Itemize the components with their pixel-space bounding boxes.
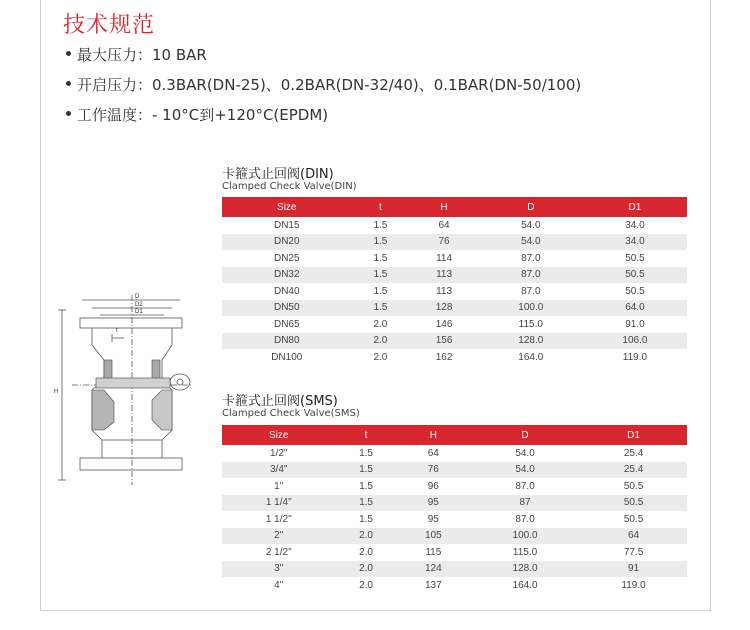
table-cell: 1.5 bbox=[359, 480, 373, 492]
table-header-row bbox=[222, 425, 687, 445]
dimension-label-d1: D1 bbox=[135, 309, 143, 315]
table-header-row bbox=[222, 197, 687, 217]
sms-table-title: 卡箍式止回阀(SMS) bbox=[222, 394, 338, 409]
table-cell: 50.5 bbox=[623, 513, 644, 525]
table-cell: 1.5 bbox=[359, 447, 373, 459]
table-cell: 4" bbox=[274, 579, 284, 591]
table-cell: 3/4" bbox=[222, 462, 335, 479]
column-header: t bbox=[335, 425, 396, 445]
table-cell: DN15 bbox=[273, 219, 300, 231]
table-row bbox=[222, 250, 687, 267]
table-cell: 95 bbox=[397, 495, 470, 512]
table-cell: 137 bbox=[424, 579, 442, 591]
table-cell: DN80 bbox=[222, 333, 352, 350]
spec-opening-pressure bbox=[66, 74, 581, 95]
table-cell: 124 bbox=[397, 561, 470, 578]
spec-max-pressure bbox=[66, 44, 207, 65]
table-row bbox=[222, 478, 687, 495]
table-cell: 146 bbox=[435, 318, 453, 330]
table-cell: 50.5 bbox=[623, 480, 644, 492]
table-cell: 2 1/2" bbox=[265, 546, 292, 558]
table-cell: 87.0 bbox=[521, 252, 541, 264]
table-cell: 2.0 bbox=[335, 528, 396, 545]
table-cell: 87.0 bbox=[515, 480, 535, 492]
table-cell: DN50 bbox=[222, 300, 352, 317]
table-cell: 1.5 bbox=[352, 267, 410, 284]
table-cell: 115 bbox=[425, 546, 442, 558]
bullet-icon bbox=[66, 81, 71, 86]
table-cell: 87.0 bbox=[479, 267, 583, 284]
page-title: 技术规范 bbox=[63, 13, 156, 38]
table-cell: 164.0 bbox=[512, 579, 538, 591]
table-cell: 106.0 bbox=[583, 333, 687, 350]
column-header: D1 bbox=[580, 425, 687, 445]
din-table-subtitle: Clamped Check Valve(DIN) bbox=[222, 181, 357, 192]
table-cell: 1 1/2" bbox=[265, 513, 292, 525]
table-cell: 114 bbox=[436, 252, 453, 264]
bullet-icon bbox=[66, 51, 71, 56]
table-cell: 54.0 bbox=[470, 462, 580, 479]
table-row bbox=[222, 234, 687, 251]
table-cell: 54.0 bbox=[515, 447, 535, 459]
table-cell: 54.0 bbox=[479, 234, 583, 251]
table-cell: 164.0 bbox=[518, 351, 544, 363]
table-cell: 115.0 bbox=[518, 318, 543, 330]
table-cell: 128.0 bbox=[470, 561, 580, 578]
table-cell: 2.0 bbox=[373, 318, 388, 330]
table-cell: 76 bbox=[397, 462, 470, 479]
table-row bbox=[222, 495, 687, 512]
table-cell: 76 bbox=[409, 234, 478, 251]
table-cell: 128.0 bbox=[479, 333, 583, 350]
table-cell: 2.0 bbox=[373, 351, 388, 363]
column-header: Size bbox=[222, 425, 335, 445]
table-cell: 1.5 bbox=[335, 462, 396, 479]
table-row bbox=[222, 528, 687, 545]
table-cell: 87.0 bbox=[521, 285, 541, 297]
table-cell: 1" bbox=[274, 480, 284, 492]
sms-spec-table bbox=[222, 425, 687, 594]
table-row bbox=[222, 267, 687, 284]
table-cell: 2.0 bbox=[359, 546, 373, 558]
valve-cross-section-diagram bbox=[52, 290, 192, 490]
table-cell: 2.0 bbox=[352, 333, 410, 350]
sms-table-subtitle: Clamped Check Valve(SMS) bbox=[222, 408, 360, 419]
column-header: H bbox=[397, 425, 470, 445]
table-cell: 1/2" bbox=[270, 447, 288, 459]
table-cell: 77.5 bbox=[623, 546, 644, 558]
dimension-label-d2: D2 bbox=[135, 302, 143, 308]
table-cell: 1.5 bbox=[352, 300, 410, 317]
din-table-title: 卡箍式止回阀(DIN) bbox=[222, 167, 334, 182]
table-cell: 25.4 bbox=[580, 462, 687, 479]
table-cell: 25.4 bbox=[623, 447, 644, 459]
table-cell: 64 bbox=[427, 447, 439, 459]
table-cell: 113 bbox=[409, 267, 478, 284]
bullet-icon bbox=[66, 111, 71, 116]
table-cell: 50.5 bbox=[625, 252, 645, 264]
table-cell: 100.0 bbox=[470, 528, 580, 545]
table-cell: DN20 bbox=[222, 234, 352, 251]
table-cell: 87.0 bbox=[515, 513, 535, 525]
table-row bbox=[222, 561, 687, 578]
table-row bbox=[222, 283, 687, 300]
table-cell: 1.5 bbox=[373, 219, 388, 231]
table-cell: 105 bbox=[397, 528, 470, 545]
table-row bbox=[222, 349, 687, 366]
table-cell: DN32 bbox=[222, 267, 352, 284]
table-cell: 54.0 bbox=[521, 219, 541, 231]
table-cell: 1.5 bbox=[359, 513, 373, 525]
table-row bbox=[222, 445, 687, 462]
column-header: Size bbox=[222, 197, 352, 217]
table-cell: 119.0 bbox=[622, 351, 648, 363]
table-row bbox=[222, 316, 687, 333]
table-cell: 2" bbox=[222, 528, 335, 545]
table-cell: 64.0 bbox=[583, 300, 687, 317]
table-cell: 1.5 bbox=[373, 285, 388, 297]
table-cell: 100.0 bbox=[479, 300, 583, 317]
table-cell: 95 bbox=[427, 513, 439, 525]
table-cell: 2.0 bbox=[335, 561, 396, 578]
column-header: D bbox=[479, 197, 583, 217]
table-cell: 1.5 bbox=[373, 252, 388, 264]
table-row bbox=[222, 300, 687, 317]
dimension-label-h: H bbox=[54, 389, 59, 395]
din-spec-table bbox=[222, 197, 687, 366]
spec-working-temperature bbox=[66, 104, 328, 125]
table-cell: 1.5 bbox=[335, 495, 396, 512]
table-cell: 1.5 bbox=[352, 234, 410, 251]
table-cell: 3" bbox=[222, 561, 335, 578]
table-cell: 128 bbox=[409, 300, 478, 317]
table-cell: 115.0 bbox=[512, 546, 538, 558]
table-row bbox=[222, 462, 687, 479]
dimension-label-d: D bbox=[135, 294, 140, 300]
column-header: t bbox=[352, 197, 410, 217]
table-cell: 91 bbox=[580, 561, 687, 578]
spec-text: 工作温度：- 10°C到+120°C(EPDM) bbox=[77, 106, 329, 124]
dimension-label-t: t bbox=[116, 328, 118, 334]
table-cell: 87 bbox=[470, 495, 580, 512]
spec-text: 最大压力：10 BAR bbox=[77, 46, 207, 64]
table-cell: 64 bbox=[580, 528, 687, 545]
table-cell: 64 bbox=[438, 219, 450, 231]
table-row bbox=[222, 544, 687, 561]
table-cell: 34.0 bbox=[625, 219, 645, 231]
table-cell: 34.0 bbox=[583, 234, 687, 251]
table-cell: 162 bbox=[435, 351, 453, 363]
table-cell: DN40 bbox=[273, 285, 300, 297]
table-row bbox=[222, 217, 687, 234]
table-cell: 2.0 bbox=[359, 579, 373, 591]
table-cell: 1 1/4" bbox=[222, 495, 335, 512]
table-cell: 156 bbox=[409, 333, 478, 350]
table-row bbox=[222, 577, 687, 594]
table-cell: 119.0 bbox=[621, 579, 646, 591]
table-cell: DN65 bbox=[273, 318, 300, 330]
table-cell: 50.5 bbox=[583, 267, 687, 284]
column-header: H bbox=[409, 197, 478, 217]
table-row bbox=[222, 511, 687, 528]
table-row bbox=[222, 333, 687, 350]
table-cell: 50.5 bbox=[625, 285, 645, 297]
column-header: D bbox=[470, 425, 580, 445]
table-cell: 50.5 bbox=[580, 495, 687, 512]
table-cell: 96 bbox=[427, 480, 439, 492]
table-cell: DN100 bbox=[271, 351, 303, 363]
spec-text: 开启压力：0.3BAR(DN-25)、0.2BAR(DN-32/40)、0.1BAR(DN-50/100) bbox=[77, 76, 582, 94]
table-cell: 113 bbox=[436, 285, 453, 297]
column-header: D1 bbox=[583, 197, 687, 217]
table-cell: DN25 bbox=[273, 252, 300, 264]
table-cell: 91.0 bbox=[625, 318, 645, 330]
